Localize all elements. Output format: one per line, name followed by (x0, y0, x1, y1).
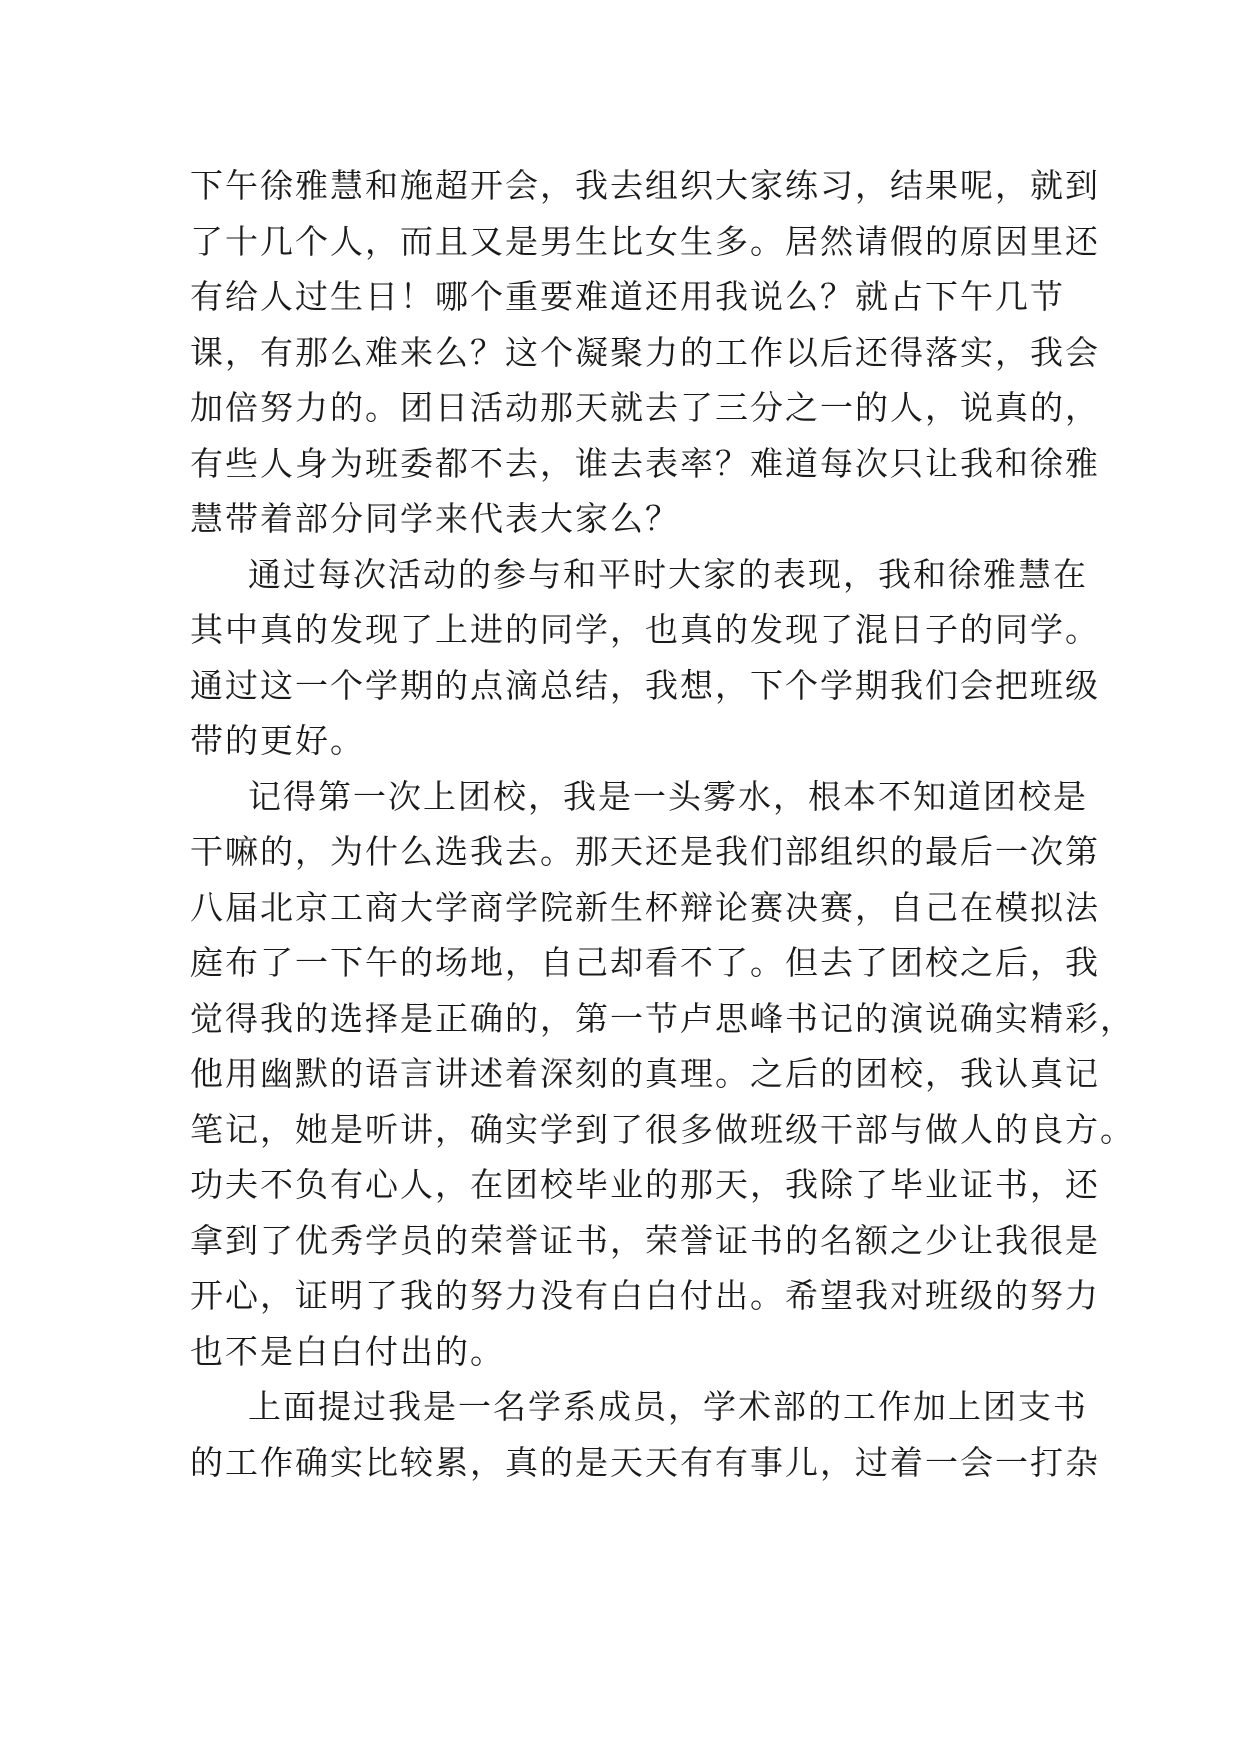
text-line: 带的更好。 (190, 721, 365, 760)
text-line: 的工作确实比较累，真的是天天有有事儿，过着一会一打杂 (190, 1442, 1100, 1482)
text-line: 了十几个人，而且又是男生比女生多。居然请假的原因里还 (190, 221, 1100, 261)
text-line: 干嘛的，为什么选我去。那天还是我们部组织的最后一次第 (190, 832, 1100, 871)
paragraph-1 (190, 158, 1100, 547)
text-line: 有给人过生日！哪个重要难道还用我说么？就占下午几节 (190, 277, 1065, 316)
text-line: 其中真的发现了上进的同学，也真的发现了混日子的同学。 (190, 610, 1100, 649)
text-line: 开心，证明了我的努力没有白白付出。希望我对班级的努力 (190, 1276, 1100, 1315)
paragraph-3 (190, 769, 1135, 1380)
text-line: 有些人身为班委都不去，谁去表率？难道每次只让我和徐雅 (190, 443, 1100, 483)
document-page (190, 158, 1135, 1490)
text-line: 记得第一次上团校，我是一头雾水，根本不知道团校是 (248, 776, 1088, 816)
text-line: 拿到了优秀学员的荣誉证书，荣誉证书的名额之少让我很是 (190, 1220, 1100, 1260)
text-line: 功夫不负有心人，在团校毕业的那天，我除了毕业证书，还 (190, 1165, 1100, 1204)
text-line: 八届北京工商大学商学院新生杯辩论赛决赛，自己在模拟法 (190, 887, 1100, 927)
text-line: 笔记，她是听讲，确实学到了很多做班级干部与做人的良方。 (190, 1109, 1135, 1149)
paragraph-2 (190, 547, 1100, 769)
text-line: 通过每次活动的参与和平时大家的表现，我和徐雅慧在 (248, 554, 1088, 594)
text-line: 加倍努力的。团日活动那天就去了三分之一的人，说真的， (190, 388, 1100, 427)
text-line: 上面提过我是一名学系成员，学术部的工作加上团支书 (248, 1387, 1088, 1426)
text-line: 慧带着部分同学来代表大家么？ (190, 499, 680, 538)
text-line: 庭布了一下午的场地，自己却看不了。但去了团校之后，我 (190, 943, 1100, 982)
text-line: 下午徐雅慧和施超开会，我去组织大家练习，结果呢，就到 (190, 166, 1100, 205)
paragraph-4 (190, 1379, 1100, 1490)
text-line: 觉得我的选择是正确的，第一节卢思峰书记的演说确实精彩， (190, 998, 1135, 1038)
text-line: 通过这一个学期的点滴总结，我想，下个学期我们会把班级 (190, 665, 1100, 705)
text-line: 也不是白白付出的。 (190, 1331, 505, 1371)
text-line: 他用幽默的语言讲述着深刻的真理。之后的团校，我认真记 (190, 1054, 1100, 1093)
text-line: 课，有那么难来么？这个凝聚力的工作以后还得落实，我会 (190, 332, 1100, 372)
